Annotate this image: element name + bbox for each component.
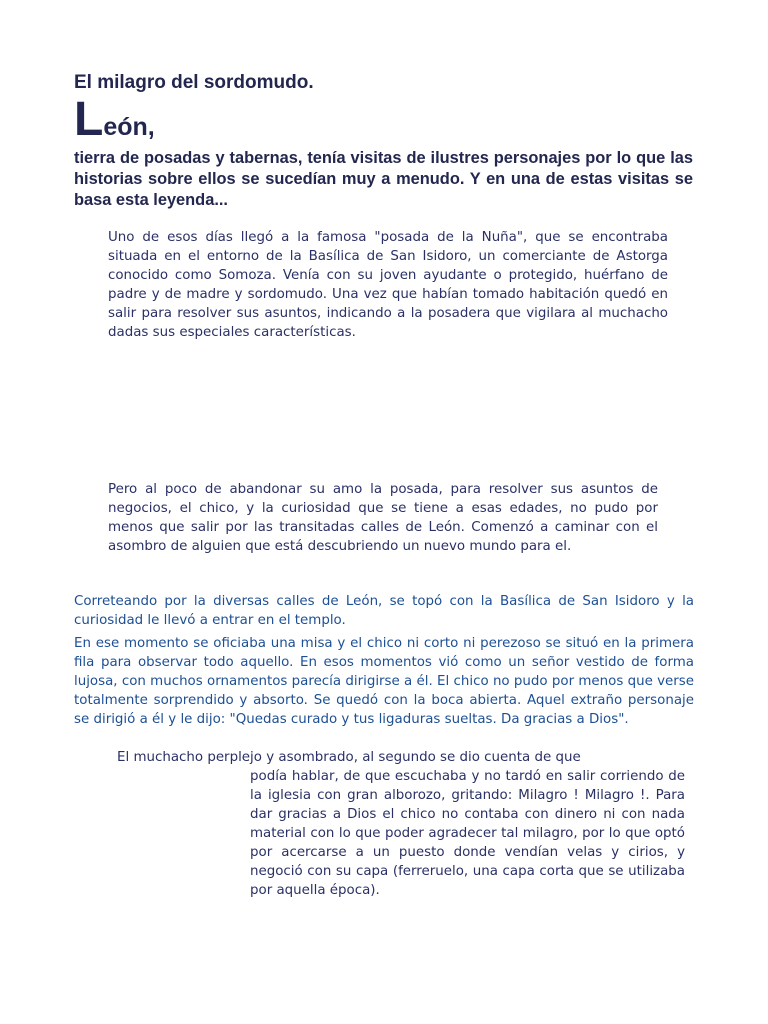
paragraph-basilica: Correteando por la diversas calles de León, se topó con la Basílica de San Isidoro y la curiosidad le llevó a entrar en el templo. [74,594,694,628]
drop-cap-rest: eón [103,113,148,141]
drop-cap-comma: , [147,113,155,141]
drop-cap-initial: L [74,93,104,146]
paragraph-milagro-first-line: El muchacho perplejo y asombrado, al segundo se dio cuenta de que [117,750,581,765]
document-title: El milagro del sordomudo. [74,72,314,93]
intro-paragraph: tierra de posadas y tabernas, tenía visitas de ilustres personajes por lo que las historias sobre ellos se sucedían muy a menudo. Y en una de estas visitas se basa esta leyenda... [74,149,693,209]
paragraph-calles: Pero al poco de abandonar su amo la posada, para resolver sus asuntos de negocios, el chico, y la curiosidad que se tiene a esas edades, no pudo por menos que salir por las transitadas calles de León. Comenzó a caminar con el asombro de alguien que está descubriendo un nuevo mundo para el. [108,482,658,554]
drop-cap-heading [74,93,155,146]
paragraph-posada: Uno de esos días llegó a la famosa "posada de la Nuña", que se encontraba situada en el entorno de la Basílica de San Isidoro, un comerciante de Astorga conocido como Somoza. Venía con su joven ayudante o protegido, huérfano de padre y de madre y sordomudo. Una vez que habían tomado habitación quedó en salir para resolver sus asuntos, indicando a la posadera que vigilara al muchacho dadas sus especiales características. [108,230,668,340]
paragraph-milagro: podía hablar, de que escuchaba y no tardó en salir corriendo de la iglesia con gran alborozo, gritando: Milagro ! Milagro !. Para dar gracias a Dios el chico no contaba con dinero ni con nada material con lo que poder agradecer tal milagro, por lo que optó por acercarse a un puesto donde vendían velas y cirios, y negoció con su capa (ferreruelo, una capa corta que se utilizaba por aquella época). [250,769,685,898]
paragraph-misa: En ese momento se oficiaba una misa y el chico ni corto ni perezoso se situó en la primera fila para observar todo aquello. En esos momentos vió como un señor vestido de forma lujosa, con muchos ornamentos parecía dirigirse a él. El chico no pudo por menos que verse totalmente sorprendido y absorto. Se quedó con la boca abierta. Aquel extraño personaje se dirigió a él y le dijo: "Quedas curado y tus ligaduras sueltas. Da gracias a Dios". [74,636,694,727]
